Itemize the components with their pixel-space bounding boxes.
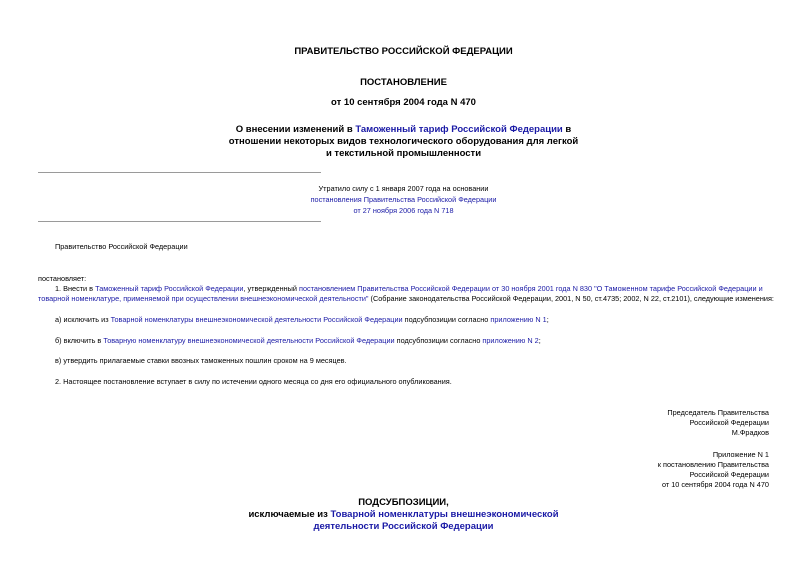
appendix-line-4: от 10 сентября 2004 года N 470: [661, 480, 769, 489]
tnved-link-b[interactable]: Товарную номенклатуру внешнеэкономической деятельности Российской Федерации: [103, 336, 395, 345]
appendix-title-line-3: [0, 521, 807, 533]
tnved-title-link[interactable]: Товарной номенклатуры внешнеэкономической: [330, 509, 559, 520]
paragraph-b: [55, 336, 541, 346]
divider-bottom: [38, 221, 321, 222]
tnved-title-link-cont[interactable]: деятельности Российской Федерации: [313, 521, 494, 532]
decree-830-link-cont[interactable]: товарной номенклатуре, применяемой при осуществлении внешнеэкономической деятельности": [38, 294, 369, 303]
validity-link-2-row: [0, 206, 807, 216]
pb-text: ;: [538, 336, 541, 345]
p1-text: , утвержденный: [243, 284, 299, 293]
document-type: ПОСТАНОВЛЕНИЕ: [360, 77, 447, 88]
paragraph-v: в) утвердить прилагаемые ставки ввозных таможенных пошлин сроком на 9 месяцев.: [55, 356, 347, 365]
body-decrees: постановляет:: [38, 274, 87, 283]
appendix-line-1: Приложение N 1: [712, 450, 769, 459]
tnved-link-a[interactable]: Товарной номенклатуры внешнеэкономической деятельности Российской Федерации: [110, 315, 403, 324]
paragraph-1-line-2: [38, 294, 774, 304]
appendix-title-text: исключаемые из: [248, 509, 331, 520]
pb-text: подсубпозиции согласно: [394, 336, 483, 345]
validity-line: Утратило силу с 1 января 2007 года на основании: [318, 184, 489, 193]
paragraph-1-line-1: [55, 284, 763, 294]
government-heading: ПРАВИТЕЛЬСТВО РОССИЙСКОЙ ФЕДЕРАЦИИ: [294, 46, 513, 57]
paragraph-2: 2. Настоящее постановление вступает в силу по истечении одного месяца со дня его официального опубликования.: [55, 377, 452, 386]
title-text: в: [562, 124, 572, 135]
pa-text: ;: [546, 315, 549, 324]
repeal-decree-link[interactable]: постановления Правительства Российской Федерации: [310, 195, 497, 204]
customs-tariff-body-link[interactable]: Таможенный тариф Российской Федерации: [95, 284, 244, 293]
appendix-title: [0, 497, 807, 533]
pb-text: б) включить в: [55, 336, 104, 345]
signature-line-2: Российской Федерации: [689, 418, 769, 427]
appendix-title-line-1: ПОДСУБПОЗИЦИИ,: [358, 497, 449, 508]
customs-tariff-link[interactable]: Таможенный тариф Российской Федерации: [355, 124, 563, 135]
pa-text: а) исключить из: [55, 315, 111, 324]
divider-top: [38, 172, 321, 173]
decree-830-link[interactable]: постановлением Правительства Российской Федерации от 30 ноября 2001 года N 830 "О Таможенном тарифе Российской Федерации и: [299, 284, 763, 293]
document-date-number: от 10 сентября 2004 года N 470: [331, 97, 476, 108]
title-line-1: [0, 124, 807, 136]
appendix-title-line-2: [0, 509, 807, 521]
p1-text: 1. Внести в: [55, 284, 96, 293]
title-line-3: и текстильной промышленности: [325, 148, 482, 159]
appendix-line-3: Российской Федерации: [689, 470, 769, 479]
signature-block: [667, 408, 769, 438]
title-line-2: отношении некоторых видов технологического оборудования для легкой: [228, 136, 579, 147]
appendix-1-link[interactable]: приложению N 1: [490, 315, 547, 324]
paragraph-a: [55, 315, 549, 325]
pa-text: подсубпозиции согласно: [402, 315, 491, 324]
signature-line-3: М.Фрадков: [731, 428, 769, 437]
document-title: [0, 124, 807, 160]
body-government: Правительство Российской Федерации: [55, 242, 188, 251]
signature-line-1: Председатель Правительства: [667, 408, 769, 417]
title-text: О внесении изменений в: [235, 124, 356, 135]
p1-text: (Собрание законодательства Российской Федерации, 2001, N 50, ст.4735; 2002, N 22, ст.2101), следующие изменения:: [368, 294, 774, 303]
repeal-decree-date-link[interactable]: от 27 ноября 2006 года N 718: [353, 206, 454, 215]
validity-link-1-row: [0, 195, 807, 205]
appendix-line-2: к постановлению Правительства: [657, 460, 769, 469]
appendix-2-link[interactable]: приложению N 2: [482, 336, 539, 345]
appendix-block: [658, 450, 769, 490]
